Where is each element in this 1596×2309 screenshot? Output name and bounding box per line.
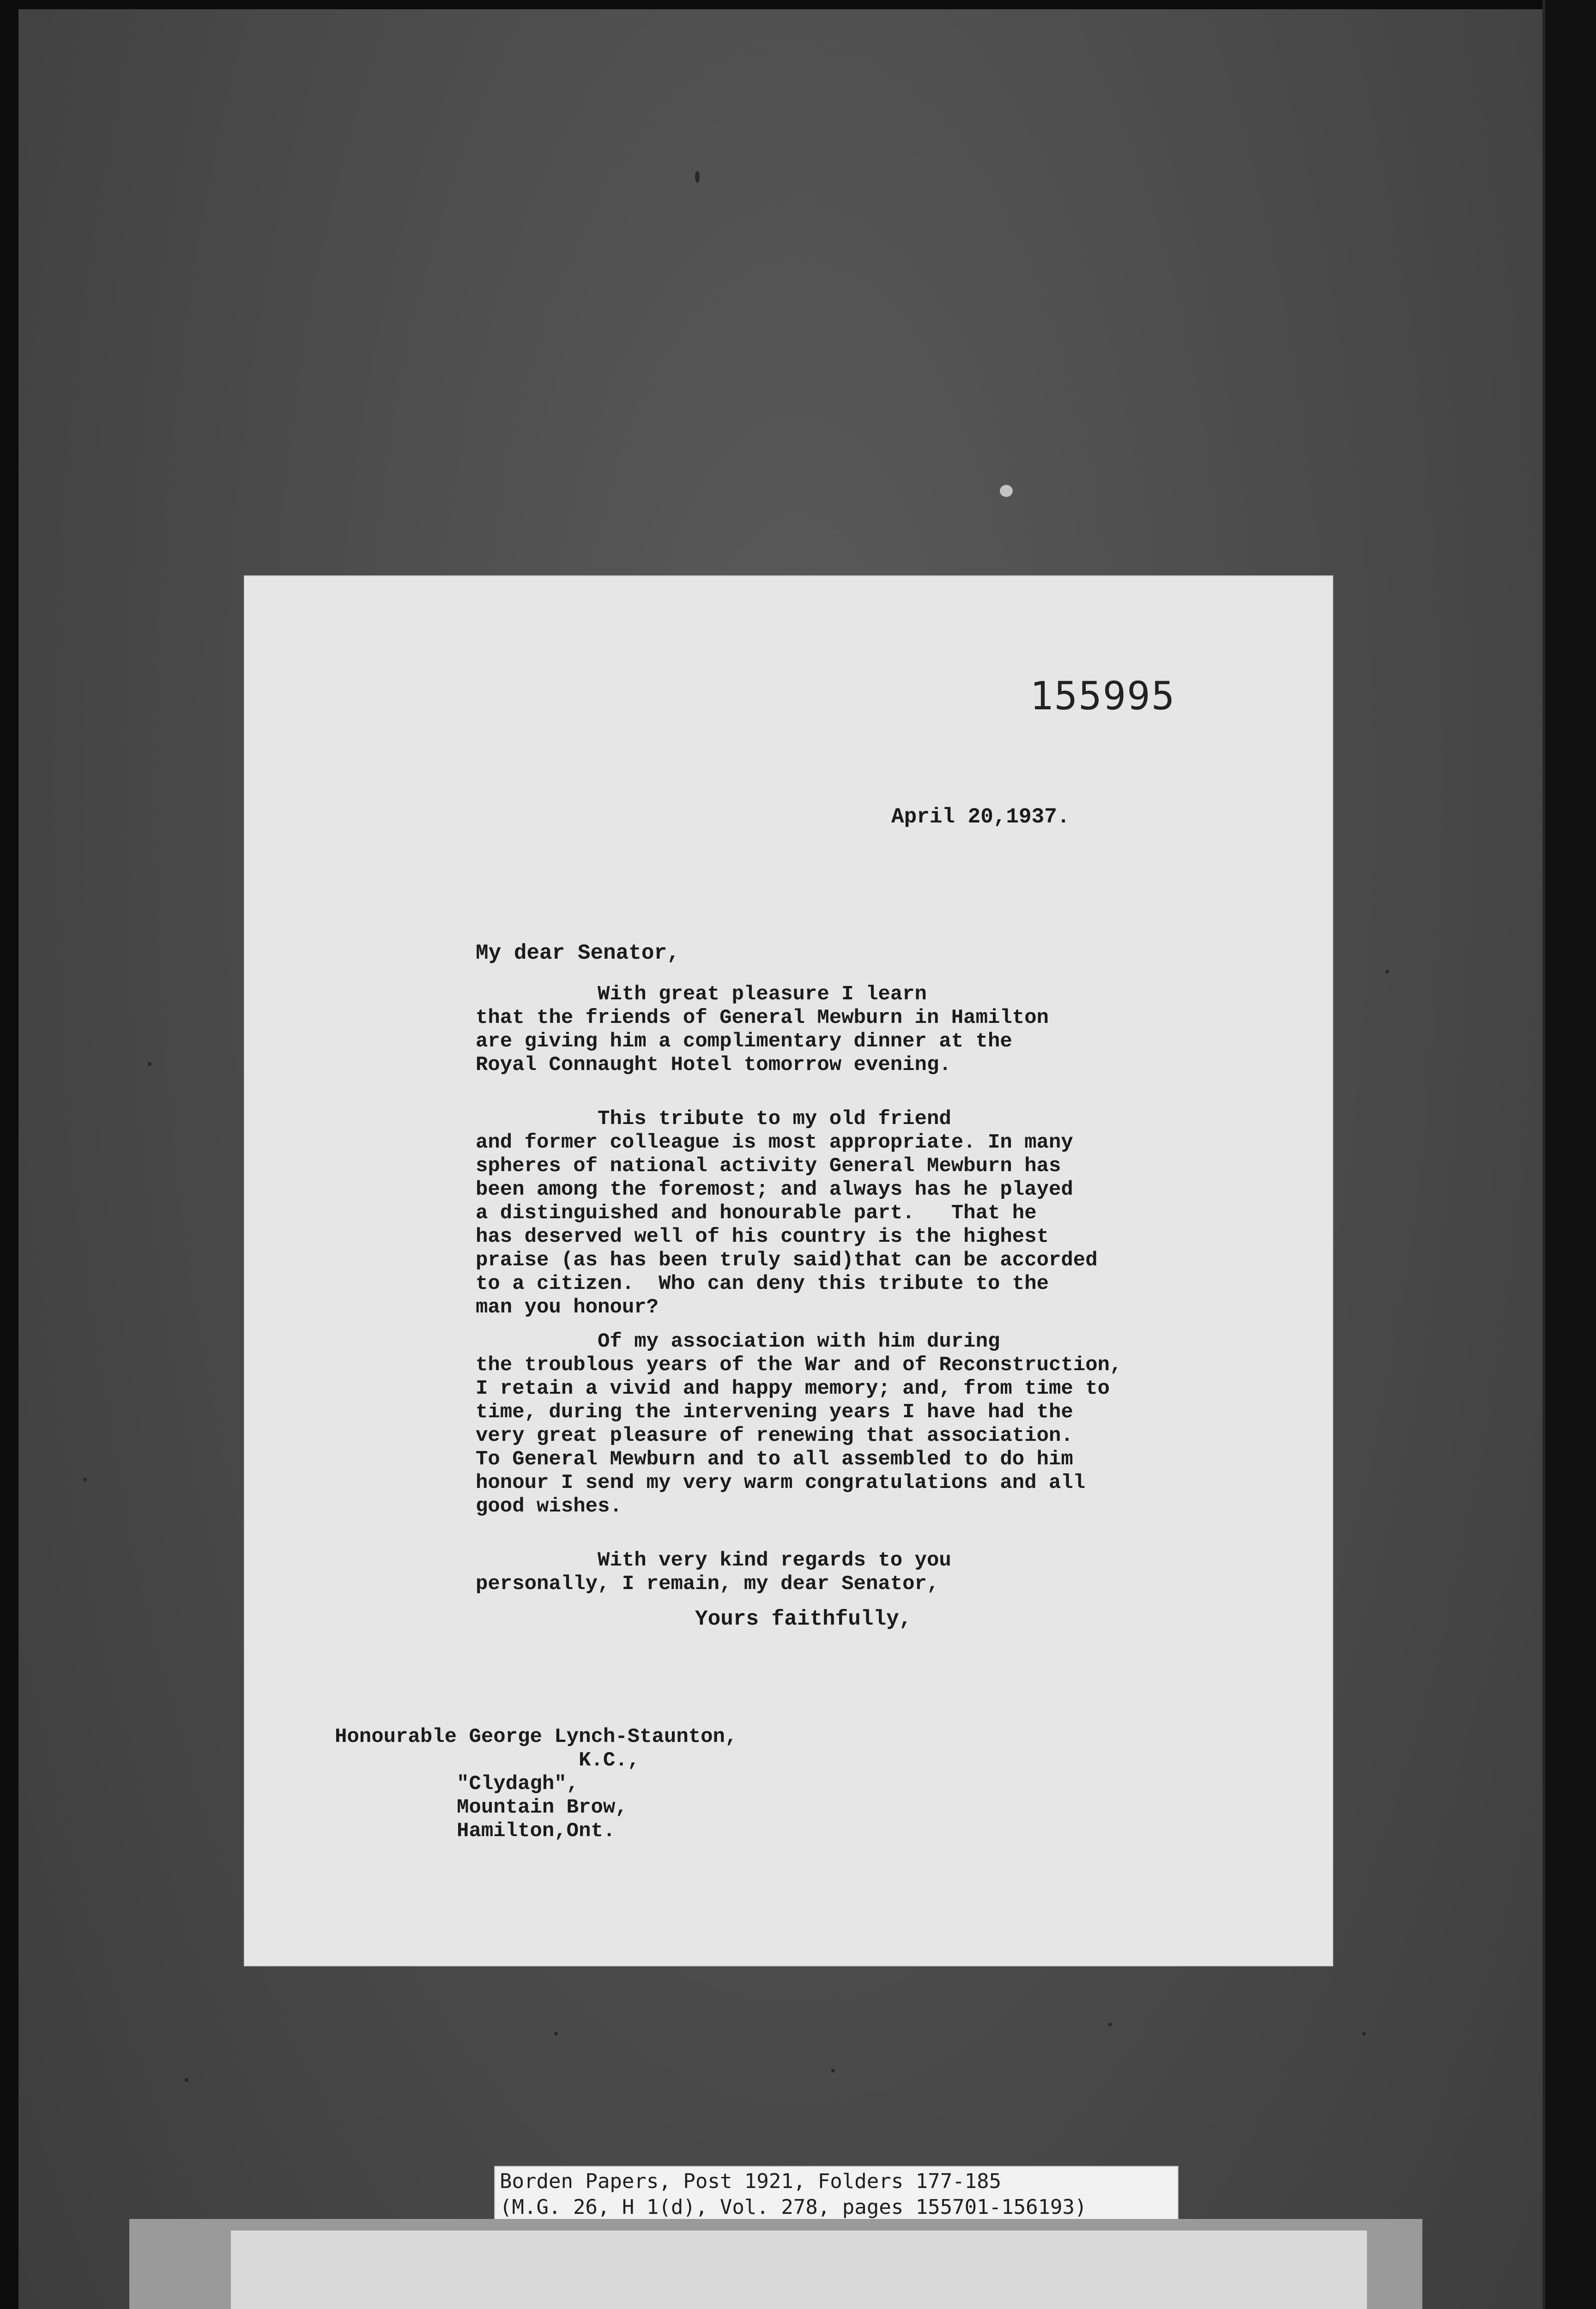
- film-speck: [695, 171, 700, 183]
- film-edge-right: [1542, 0, 1596, 2309]
- film-speck: [831, 2069, 835, 2073]
- film-speck: [554, 2032, 558, 2036]
- letter-page: [245, 576, 1332, 1965]
- archive-stamp-frame: [231, 2230, 1367, 2309]
- addressee-line: Mountain Brow,: [335, 1796, 628, 1819]
- film-speck: [83, 1478, 87, 1481]
- body-paragraph: Of my association with him during the troublous years of the War and of Reconstruction, I retain a vivid and happy memory; and, from time to time, during the intervening years I have had the very great pleasure of renewing that association. To General Mewburn and to all assembled to do him honour I send my very warm congratulations and all good wishes.: [476, 1330, 1122, 1518]
- body-paragraph: This tribute to my old friend and former colleague is most appropriate. In many spheres of national activity General Mewburn has been among the foremost; and always has he played a distinguished and honourable part. That he has deserved well of his country is the highest praise (as has been truly said)that can be accorded to a citizen. Who can deny this tribute to the man you honour?: [476, 1107, 1098, 1319]
- finding-slip-line: Borden Papers, Post 1921, Folders 177-185: [500, 2170, 1002, 2193]
- film-edge-top: [0, 0, 1596, 9]
- film-speck: [1108, 2023, 1112, 2026]
- film-speck: [1385, 970, 1389, 973]
- addressee-line: K.C.,: [335, 1749, 640, 1772]
- salutation: My dear Senator,: [476, 941, 680, 965]
- document-number: 155995: [1030, 673, 1176, 719]
- finding-slip-line: (M.G. 26, H 1(d), Vol. 278, pages 155701-156193): [500, 2195, 1087, 2219]
- film-edge-left: [0, 0, 18, 2309]
- body-paragraph: With great pleasure I learn that the friends of General Mewburn in Hamilton are giving him a complimentary dinner at the Royal Connaught Hotel tomorrow evening.: [476, 983, 1049, 1076]
- addressee-line: Hamilton,Ont.: [335, 1819, 616, 1843]
- addressee-line: Honourable George Lynch-Staunton,: [335, 1725, 738, 1748]
- film-speck: [185, 2078, 188, 2082]
- addressee-line: "Clydagh",: [335, 1772, 579, 1795]
- film-speck: [148, 1062, 151, 1066]
- film-speck: [1000, 485, 1013, 497]
- body-paragraph: With very kind regards to you personally, I remain, my dear Senator,: [476, 1549, 951, 1596]
- film-speck: [1362, 2032, 1366, 2036]
- closing: Yours faithfully,: [695, 1607, 912, 1631]
- letter-date: April 20,1937.: [891, 805, 1070, 829]
- finding-slip: [494, 2166, 1179, 2225]
- addressee-block: [335, 1725, 737, 1843]
